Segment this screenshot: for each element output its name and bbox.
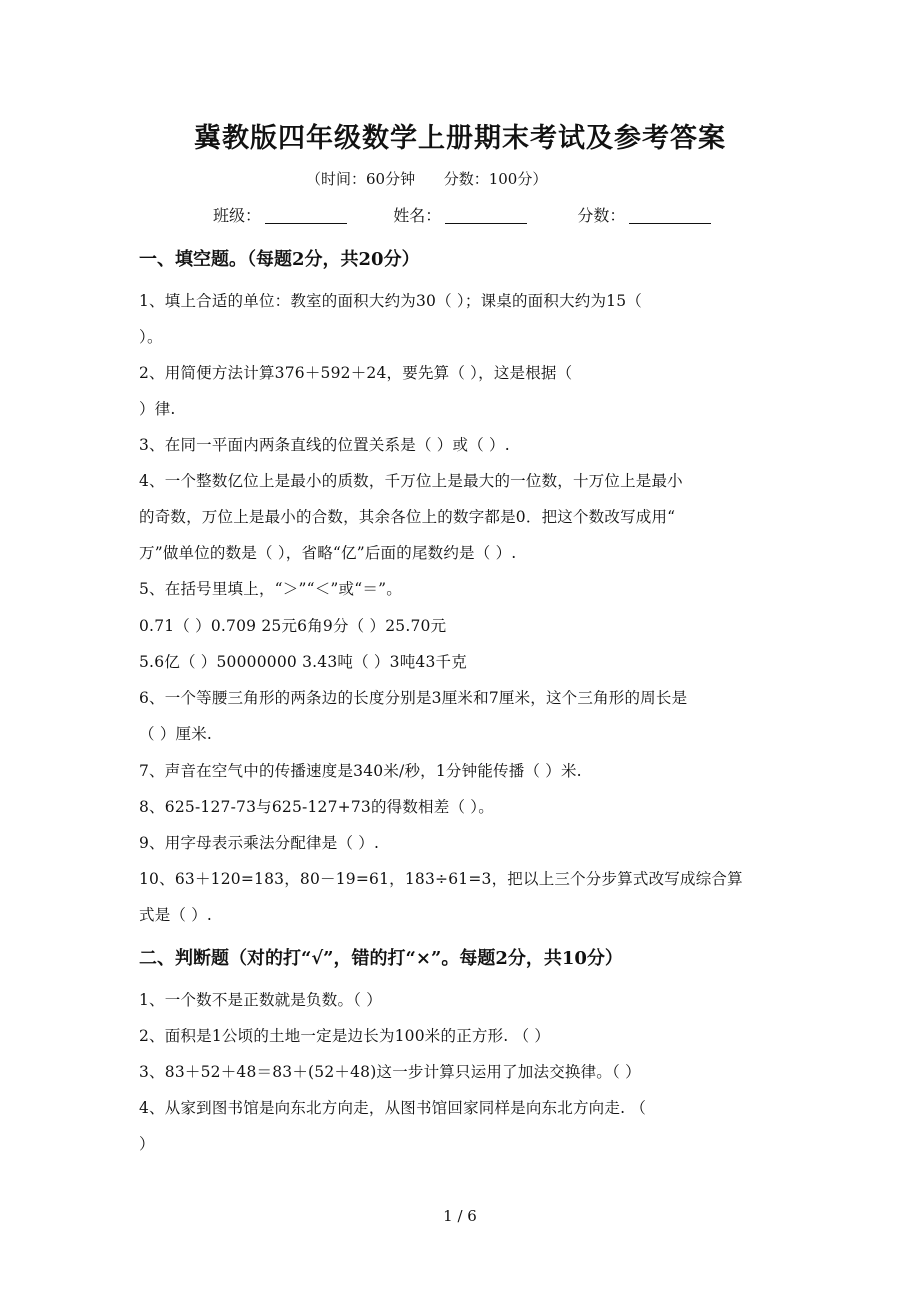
question-line: 0.71（ ）0.709 25元6角9分（ ）25.70元 xyxy=(139,617,447,635)
question-line: ）律. xyxy=(139,400,176,418)
exam-title: 冀教版四年级数学上册期末考试及参考答案 xyxy=(194,123,726,154)
question-line: 3、83＋52＋48＝83＋(52＋48)这一步计算只运用了加法交换律。（ ） xyxy=(139,1063,641,1081)
question-line: 3、在同一平面内两条直线的位置关系是（ ）或（ ）. xyxy=(139,436,510,454)
question-line: ） xyxy=(139,1135,155,1153)
section-heading-true-false: 二、判断题（对的打“√”，错的打“×”。每题2分，共10分） xyxy=(139,948,623,969)
section-heading-fill-blank: 一、填空题。（每题2分，共20分） xyxy=(139,249,420,270)
question-line: 2、用简便方法计算376＋592＋24，要先算（ ），这是根据（ xyxy=(139,364,573,382)
question-line: 9、用字母表示乘法分配律是（ ）. xyxy=(139,834,380,852)
question-line: 6、一个等腰三角形的两条边的长度分别是3厘米和7厘米，这个三角形的周长是 xyxy=(139,689,688,707)
score-blank xyxy=(629,207,711,224)
name-label: 姓名： xyxy=(393,206,442,225)
question-line: （ ）厘米. xyxy=(139,725,213,743)
class-label: 班级： xyxy=(213,206,262,225)
name-blank xyxy=(445,207,527,224)
class-blank xyxy=(265,207,347,224)
question-line: 5、在括号里填上，“＞”“＜”或“＝”。 xyxy=(139,580,402,598)
question-line: 1、一个数不是正数就是负数。（ ） xyxy=(139,991,382,1009)
score-label: 分数： xyxy=(577,206,626,225)
question-line: 1、填上合适的单位：教室的面积大约为30（ ）；课桌的面积大约为15（ xyxy=(139,292,642,310)
question-line: 10、63＋120=183，80－19=61，183÷61=3，把以上三个分步算式改写成综合算 xyxy=(139,870,743,888)
question-line: 8、625-127-73与625-127+73的得数相差（ ）。 xyxy=(139,798,494,816)
question-line: 4、从家到图书馆是向东北方向走，从图书馆回家同样是向东北方向走. （ xyxy=(139,1099,647,1117)
page-number: 1 / 6 xyxy=(443,1207,477,1225)
question-line: 7、声音在空气中的传播速度是340米/秒，1分钟能传播（ ）米. xyxy=(139,762,582,780)
student-info-row xyxy=(213,203,711,226)
question-line: ）。 xyxy=(139,328,163,346)
question-line: 4、一个整数亿位上是最小的质数，千万位上是最大的一位数，十万位上是最小 xyxy=(139,472,683,490)
exam-subtitle: （时间：60分钟 分数：100分） xyxy=(306,170,548,188)
question-line: 式是（ ）. xyxy=(139,906,213,924)
question-line: 2、面积是1公顷的土地一定是边长为100米的正方形. （ ） xyxy=(139,1027,551,1045)
question-line: 万”做单位的数是（ ），省略“亿”后面的尾数约是（ ）. xyxy=(139,544,517,562)
question-line: 的奇数，万位上是最小的合数，其余各位上的数字都是0．把这个数改写成用“ xyxy=(139,508,676,526)
question-line: 5.6亿（ ）50000000 3.43吨（ ）3吨43千克 xyxy=(139,653,467,671)
